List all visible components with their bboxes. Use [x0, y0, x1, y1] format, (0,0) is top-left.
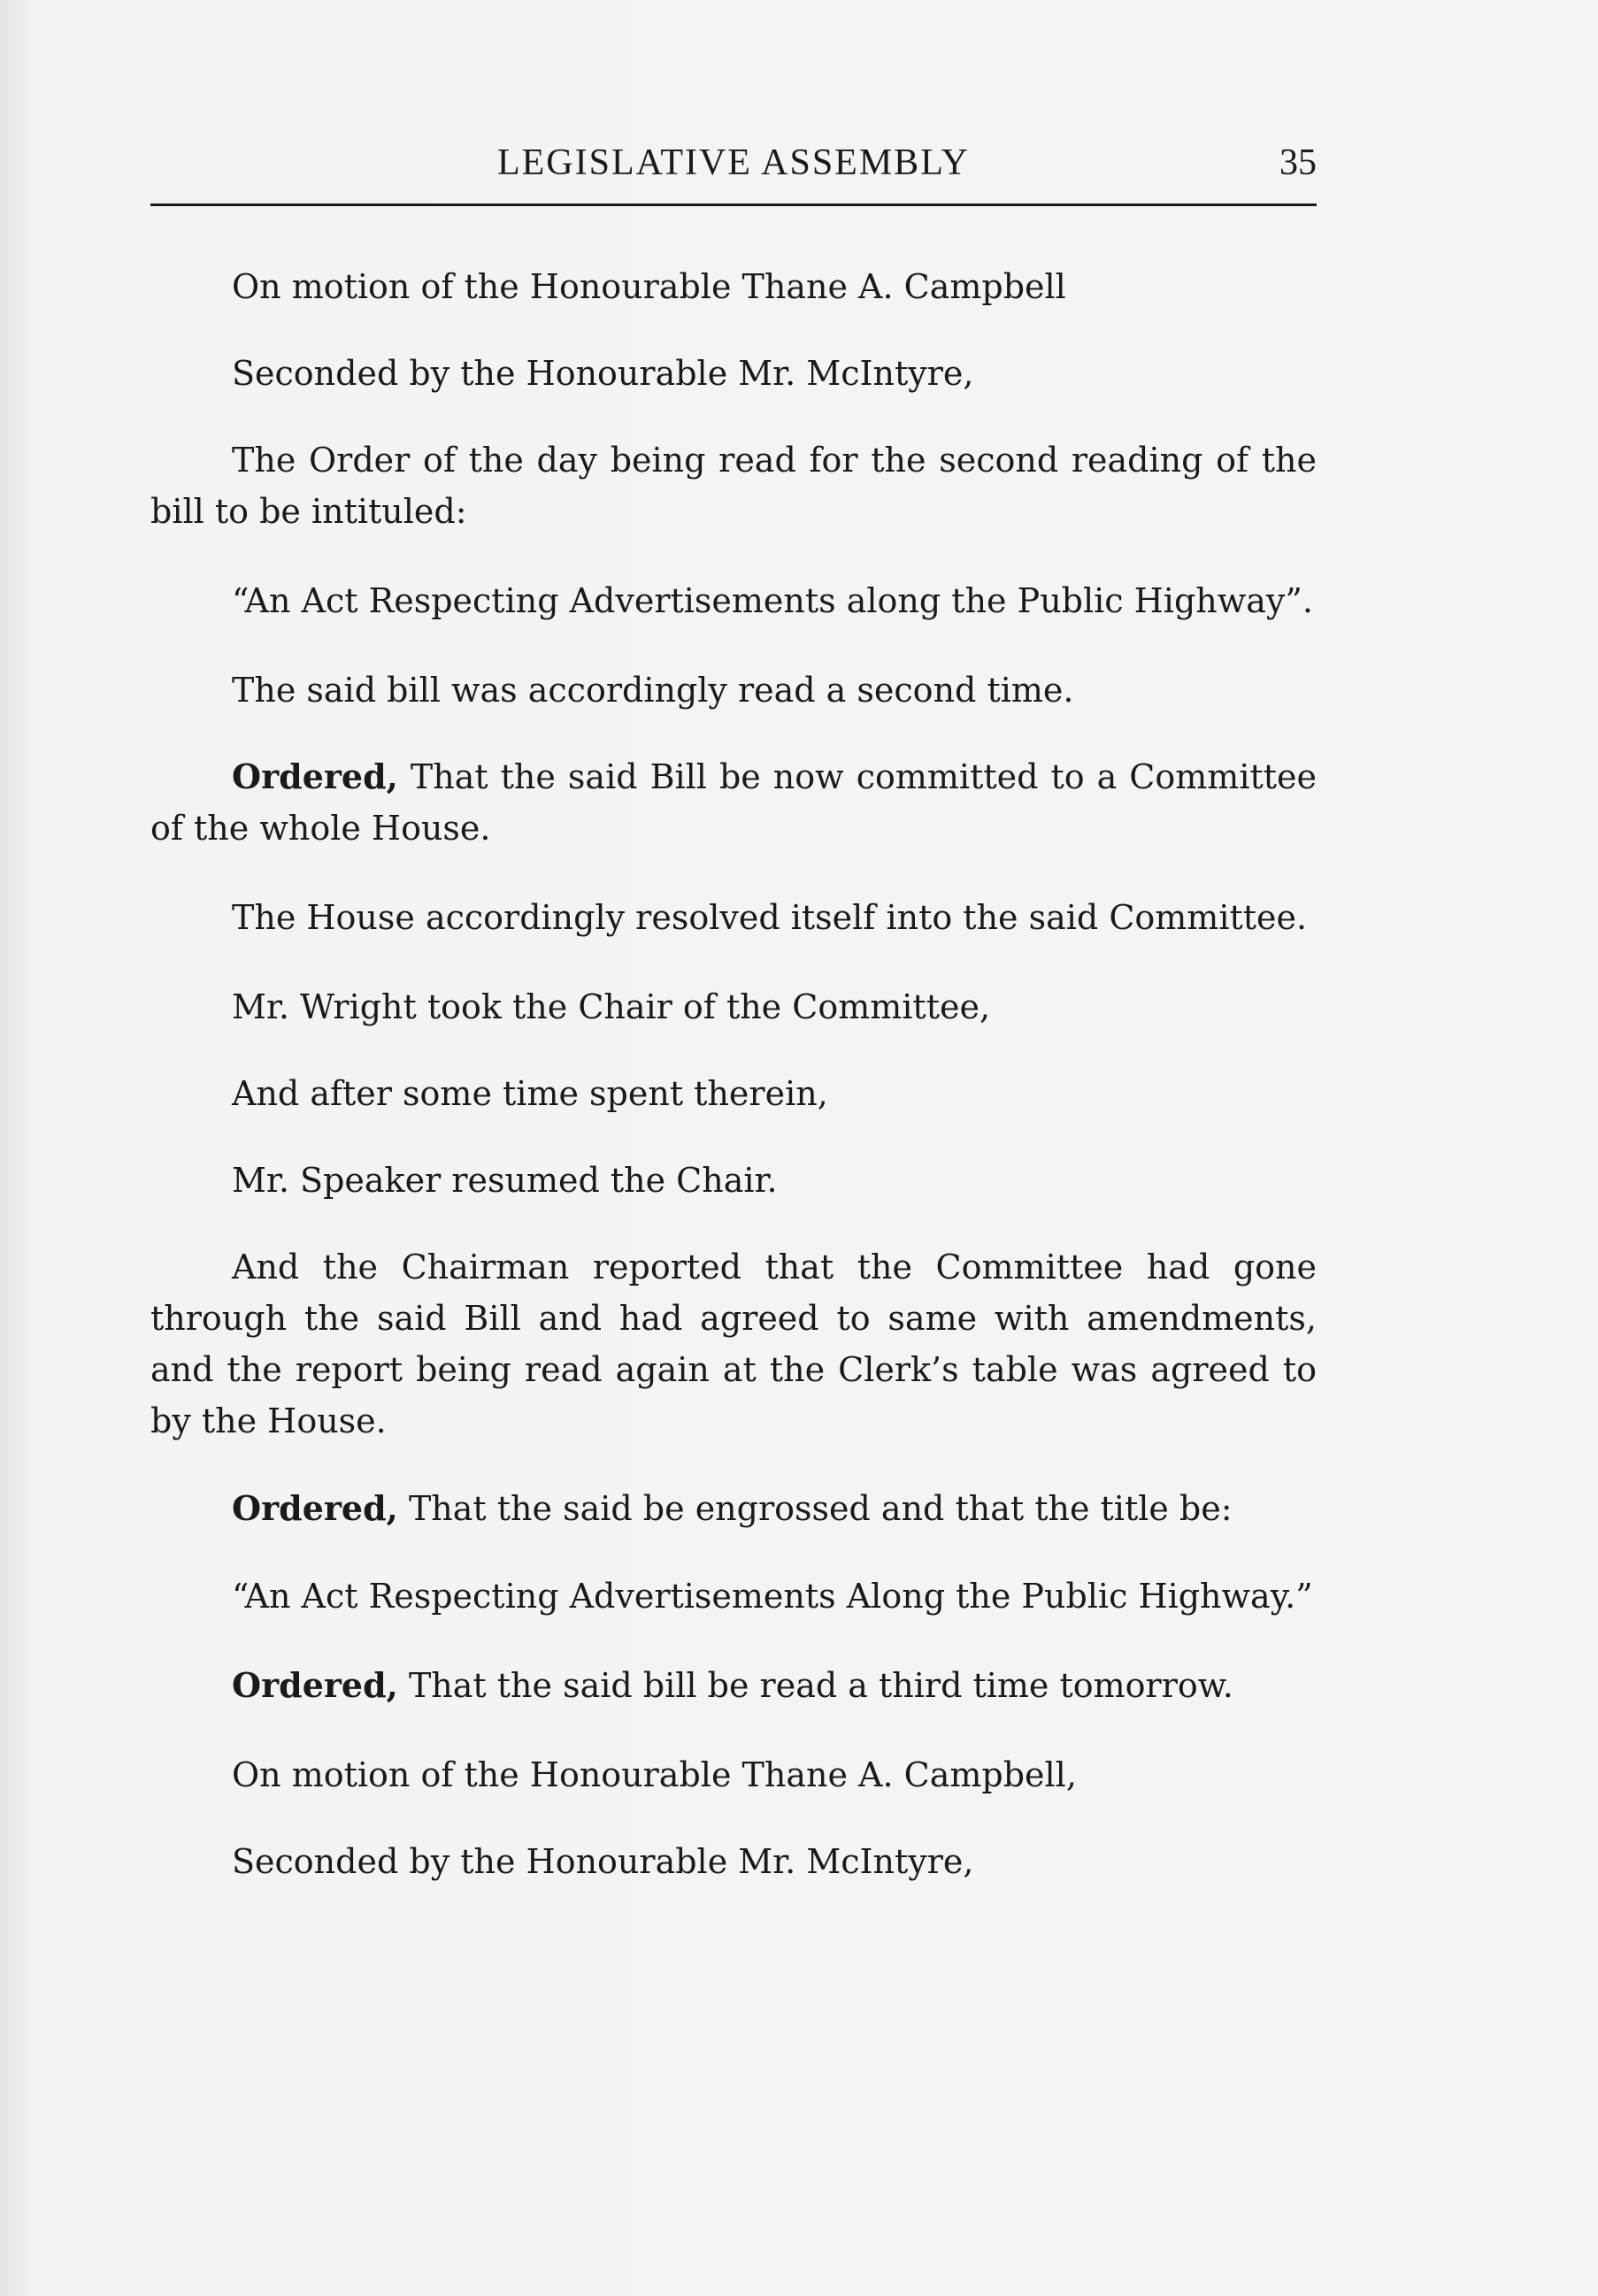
paragraph-text: Mr. Wright took the Chair of the Committee, [232, 987, 991, 1026]
ordered-label: Ordered, [232, 1665, 398, 1705]
paragraph [150, 1570, 1317, 1622]
ordered-label: Ordered, [232, 756, 398, 796]
paragraph [150, 348, 1317, 399]
paragraph [150, 575, 1317, 626]
paragraph-text: That the said Bill be now committed to a Committee of the whole House. [150, 757, 1317, 848]
paragraph [150, 1241, 1317, 1447]
paragraph [150, 664, 1317, 716]
paragraph [150, 1836, 1317, 1887]
paragraph [150, 751, 1317, 854]
paragraph [150, 892, 1317, 943]
paragraph-text: The House accordingly resolved itself into the said Committee. [232, 898, 1308, 937]
paragraph [150, 981, 1317, 1033]
paragraph-text: The Order of the day being read for the second reading of the bill to be intituled: [150, 441, 1317, 531]
paragraph [150, 434, 1317, 537]
paragraph-text: That the said be engrossed and that the title be: [397, 1489, 1233, 1528]
header-rule [150, 203, 1317, 206]
paragraph-text: On motion of the Honourable Thane A. Campbell, [232, 1755, 1077, 1794]
paragraph-text: Mr. Speaker resumed the Chair. [232, 1161, 778, 1200]
paragraph-text: Seconded by the Honourable Mr. McIntyre, [232, 354, 974, 393]
paragraph-text: “An Act Respecting Advertisements along the Public Highway”. [232, 581, 1313, 620]
paragraph-text: Seconded by the Honourable Mr. McIntyre, [232, 1842, 974, 1881]
ordered-label: Ordered, [232, 1488, 398, 1528]
running-head [150, 142, 1317, 195]
paragraph [150, 1155, 1317, 1206]
page-number: 35 [1279, 142, 1317, 183]
paragraph [150, 1660, 1317, 1711]
paragraph [150, 1749, 1317, 1801]
paragraph-text: And the Chairman reported that the Committee had gone through the said Bill and had agreed to same with amendments, and the report being read again at the Clerk’s table was agreed to by the House. [150, 1248, 1317, 1440]
paragraph-text: That the said bill be read a third time tomorrow. [397, 1666, 1233, 1705]
body-text [150, 261, 1317, 1887]
paragraph [150, 261, 1317, 312]
paragraph-text: “An Act Respecting Advertisements Along the Public Highway.” [232, 1577, 1313, 1616]
paragraph-text: On motion of the Honourable Thane A. Campbell [232, 267, 1066, 306]
paragraph [150, 1068, 1317, 1119]
paragraph [150, 1483, 1317, 1534]
paragraph-text: The said bill was accordingly read a second time. [232, 671, 1074, 710]
running-head-title: LEGISLATIVE ASSEMBLY [497, 142, 970, 183]
paragraph-text: And after some time spent therein, [232, 1074, 828, 1113]
